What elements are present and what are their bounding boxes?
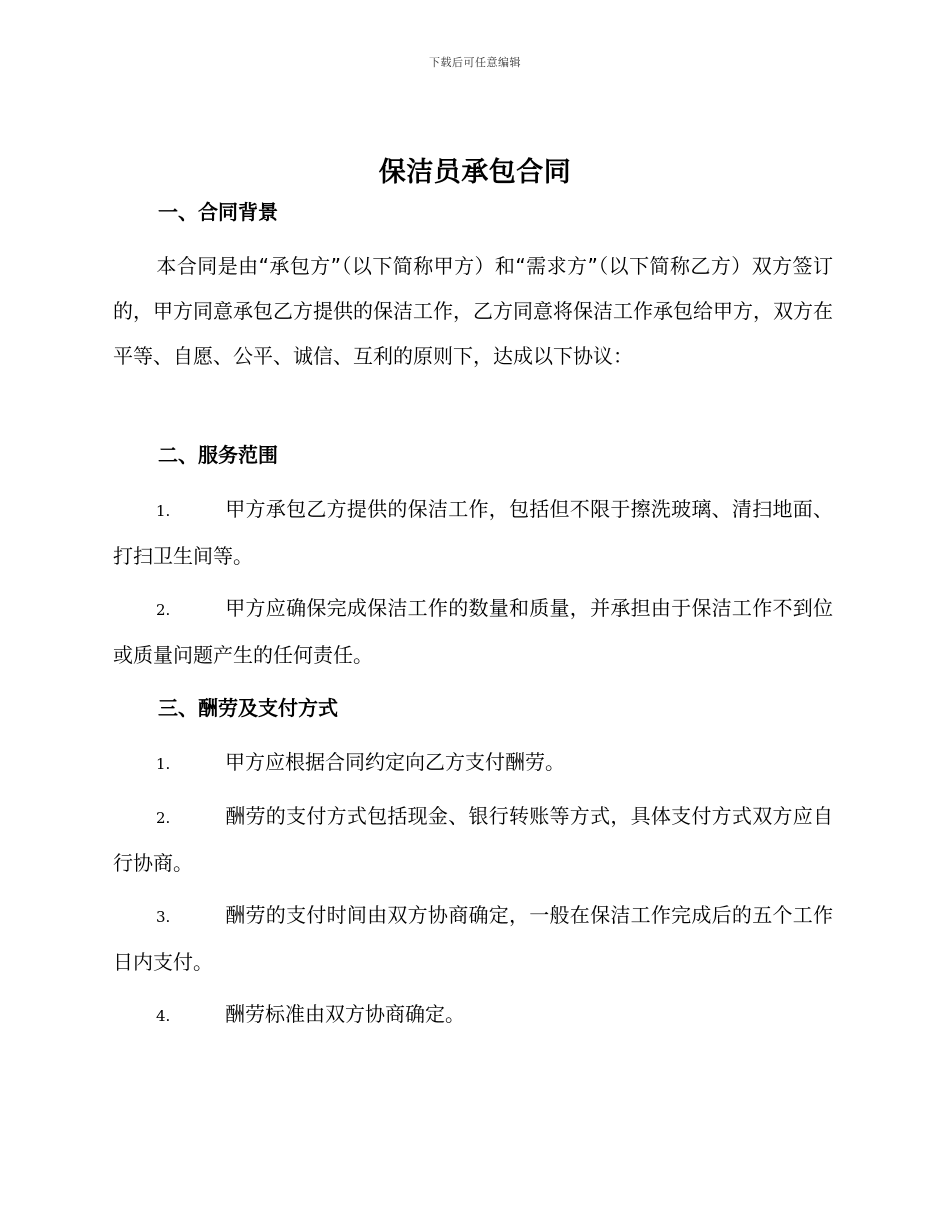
list-item-text: 酬劳的支付时间由双方协商确定，一般在保洁工作完成后的五个工作日内支付。 <box>113 903 833 974</box>
list-item-number: 4. <box>156 1007 171 1025</box>
list-item <box>113 487 833 579</box>
section-heading-payment: 三、酬劳及支付方式 <box>158 696 338 720</box>
list-item-text: 甲方承包乙方提供的保洁工作，包括但不限于擦洗玻璃、清扫地面、打扫卫生间等。 <box>113 497 833 568</box>
list-item <box>113 740 833 787</box>
paragraph-text: 本合同是由“承包方”（以下简称甲方）和“需求方”（以下简称乙方）双方签订的，甲方同意承包乙方提供的保洁工作，乙方同意将保洁工作承包给甲方，双方在平等、自愿、公平、诚信、互利的原则下，达成以下协议： <box>113 254 833 368</box>
section-heading-scope: 二、服务范围 <box>158 443 278 467</box>
list-item <box>113 794 833 886</box>
list-item-number: 2. <box>156 601 171 619</box>
list-item-number: 2. <box>156 809 171 827</box>
list-item <box>113 586 833 678</box>
list-item <box>113 893 833 985</box>
section-paragraph-background <box>113 244 833 379</box>
list-item-text: 甲方应确保完成保洁工作的数量和质量，并承担由于保洁工作不到位或质量问题产生的任何责任。 <box>113 596 833 667</box>
header-note: 下载后可任意编辑 <box>429 56 521 69</box>
section-heading-background: 一、合同背景 <box>158 200 278 224</box>
list-item-number: 1. <box>156 502 171 520</box>
list-item-number: 3. <box>156 908 171 926</box>
list-item-number: 1. <box>156 755 171 773</box>
document-title: 保洁员承包合同 <box>378 157 572 188</box>
list-item-text: 甲方应根据合同约定向乙方支付酬劳。 <box>225 750 565 774</box>
list-item-text: 酬劳标准由双方协商确定。 <box>225 1002 465 1026</box>
list-item <box>113 992 833 1039</box>
list-item-text: 酬劳的支付方式包括现金、银行转账等方式，具体支付方式双方应自行协商。 <box>113 804 833 875</box>
